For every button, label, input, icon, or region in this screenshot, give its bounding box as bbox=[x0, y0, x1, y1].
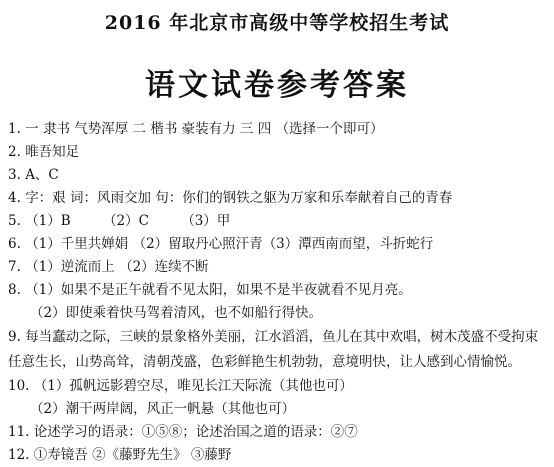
answer-1 bbox=[8, 118, 548, 141]
answer-11 bbox=[8, 421, 548, 444]
answer-part: （1）如果不是正午就看不见太阳，如果不是半夜就看不见月亮。 bbox=[25, 282, 412, 298]
answer-text: （1）逆流而上 （2）连续不断 bbox=[25, 259, 209, 275]
answer-part: （1）孤帆远影碧空尽，唯见长江天际流（其他也可） bbox=[33, 378, 353, 394]
answer-part: （2）C bbox=[103, 213, 149, 229]
answer-number: 9. bbox=[8, 329, 21, 345]
answer-number: 10. bbox=[8, 378, 30, 394]
answer-part: （2）潮干两岸阔，风正一帆悬（其他也可） bbox=[30, 401, 296, 417]
answer-7 bbox=[8, 256, 548, 279]
answer-number: 8. bbox=[8, 282, 21, 298]
answer-text: A、C bbox=[25, 167, 59, 183]
answer-3 bbox=[8, 164, 548, 187]
answer-text: 字：艰 词：风雨交加 句：你们的钢铁之躯为万家和乐奉献着自己的青春 bbox=[25, 190, 453, 206]
answer-9 bbox=[8, 325, 548, 350]
answer-text: 一 隶书 气势浑厚 二 楷书 豪装有力 三 四 （选择一个即可） bbox=[25, 121, 384, 137]
answer-10-part-2 bbox=[8, 398, 548, 421]
answer-10 bbox=[8, 375, 548, 398]
document-title: 语文试卷参考答案 bbox=[145, 68, 409, 103]
answer-8-part-2 bbox=[8, 302, 548, 325]
answer-9-continued bbox=[8, 350, 548, 375]
answer-text: 唯吾知足 bbox=[25, 144, 80, 160]
answer-part: （1）B bbox=[25, 213, 71, 229]
exam-title: 2016 年北京市高级中等学校招生考试 bbox=[104, 12, 450, 34]
answer-number: 11. bbox=[8, 424, 30, 440]
answer-4 bbox=[8, 187, 548, 210]
answer-number: 5. bbox=[8, 213, 21, 229]
answer-number: 6. bbox=[8, 236, 21, 252]
answer-number: 12. bbox=[8, 447, 30, 463]
answer-number: 3. bbox=[8, 167, 21, 183]
answer-part: （2）即使乘着快马驾着清风，也不如船行得快。 bbox=[30, 305, 323, 321]
answer-number: 1. bbox=[8, 121, 21, 137]
answer-part: （3）甲 bbox=[181, 213, 231, 229]
answer-2 bbox=[8, 141, 548, 164]
answer-text: 论述学习的语录：①⑤⑧；论述治国之道的语录：②⑦ bbox=[33, 424, 358, 440]
answer-list bbox=[8, 118, 548, 467]
answer-5 bbox=[8, 210, 548, 233]
answer-8 bbox=[8, 279, 548, 302]
answer-text: 每当蠢动之际，三峡的景象格外美丽，江水滔滔，鱼儿在其中欢唱，树木茂盛不受拘束 bbox=[25, 329, 539, 345]
answer-text: ①寿镜吾 ②《藤野先生》 ③藤野 bbox=[33, 447, 232, 463]
answer-6 bbox=[8, 233, 548, 256]
answer-12 bbox=[8, 444, 548, 467]
answer-text: 任意生长，山势高耸，清朝茂盛，色彩鲜艳生机勃勃，意境明快，让人感到心情愉悦。 bbox=[8, 354, 521, 370]
answer-number: 4. bbox=[8, 190, 21, 206]
answer-text: （1）千里共婵娟 （2）留取丹心照汗青（3）潭西南而望，斗折蛇行 bbox=[25, 236, 434, 252]
answer-number: 2. bbox=[8, 144, 21, 160]
answer-number: 7. bbox=[8, 259, 21, 275]
